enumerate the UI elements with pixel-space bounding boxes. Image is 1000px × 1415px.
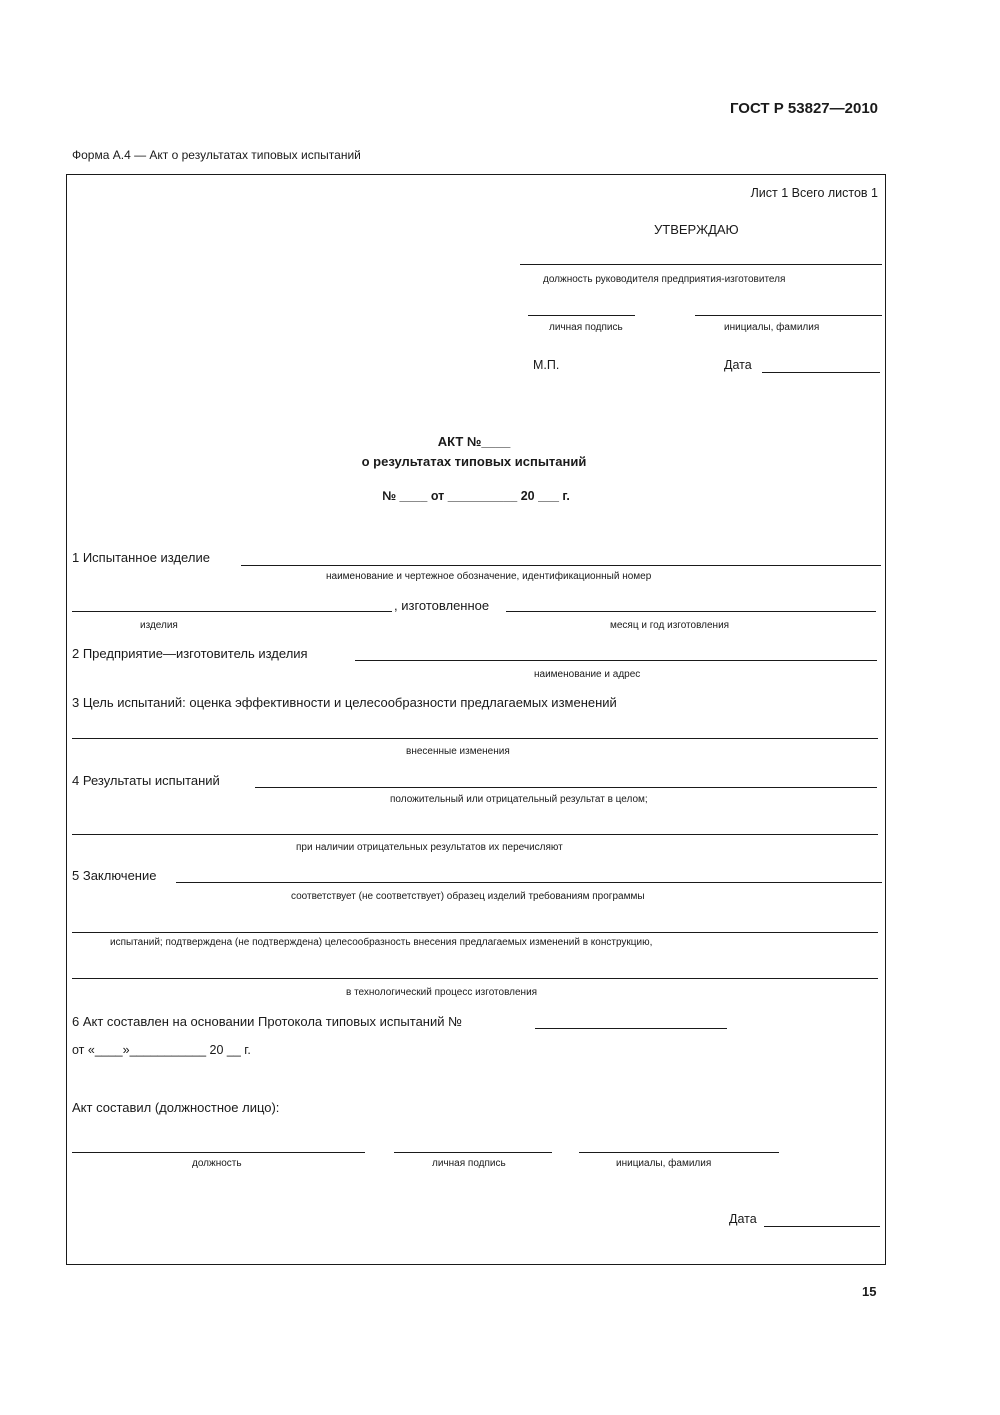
- approve-label: УТВЕРЖДАЮ: [654, 222, 739, 237]
- official-signature-line[interactable]: [394, 1152, 552, 1153]
- signoff-date-label: Дата: [729, 1212, 757, 1226]
- item3-line[interactable]: [72, 738, 878, 739]
- signoff-date-line[interactable]: [764, 1226, 880, 1227]
- item5-caption-2: испытаний; подтверждена (не подтверждена) целесообразность внесения предлагаемых изменений в конструкцию,: [110, 937, 653, 948]
- item2-line[interactable]: [355, 660, 877, 661]
- manager-initials-caption: инициалы, фамилия: [724, 322, 820, 333]
- item1-product-line-2[interactable]: [72, 611, 392, 612]
- item4-label: 4 Результаты испытаний: [72, 773, 220, 788]
- manager-position-line[interactable]: [520, 264, 882, 265]
- official-position-caption: должность: [192, 1158, 242, 1169]
- item3-caption: внесенные изменения: [406, 746, 510, 757]
- item1-month-line[interactable]: [506, 611, 876, 612]
- manager-signature-caption: личная подпись: [549, 322, 623, 333]
- item1-product-line[interactable]: [241, 565, 881, 566]
- item5-line[interactable]: [176, 882, 882, 883]
- item5-line-2[interactable]: [72, 932, 878, 933]
- official-initials-caption: инициалы, фамилия: [616, 1158, 712, 1169]
- item1-caption-product: изделия: [140, 620, 178, 631]
- item1-label: 1 Испытанное изделие: [72, 550, 210, 565]
- item2-caption: наименование и адрес: [534, 669, 641, 680]
- item4-caption-2: при наличии отрицательных результатов их перечисляют: [296, 842, 563, 853]
- item6-date: от «____»___________ 20 __ г.: [72, 1043, 251, 1057]
- item5-caption: соответствует (не соответствует) образец изделий требованиям программы: [291, 891, 645, 902]
- manager-position-caption: должность руководителя предприятия-изготовителя: [543, 274, 786, 285]
- act-subtitle: о результатах типовых испытаний: [361, 454, 587, 469]
- standard-number: ГОСТ Р 53827—2010: [729, 100, 878, 117]
- manager-initials-line[interactable]: [695, 315, 882, 316]
- item4-caption: положительный или отрицательный результат в целом;: [390, 794, 648, 805]
- item6-text: 6 Акт составлен на основании Протокола типовых испытаний №: [72, 1014, 463, 1029]
- form-title: Форма А.4 — Акт о результатах типовых испытаний: [72, 148, 361, 162]
- approval-date-label: Дата: [724, 358, 752, 372]
- page-number: 15: [862, 1284, 877, 1299]
- item1-caption: наименование и чертежное обозначение, идентификационный номер: [326, 571, 652, 582]
- item4-line[interactable]: [255, 787, 877, 788]
- seal-label: М.П.: [533, 358, 560, 372]
- item5-caption-3: в технологический процесс изготовления: [346, 987, 538, 998]
- official-initials-line[interactable]: [579, 1152, 779, 1153]
- item5-line-3[interactable]: [72, 978, 878, 979]
- official-position-line[interactable]: [72, 1152, 365, 1153]
- approval-date-line[interactable]: [762, 372, 880, 373]
- item6-protocol-line[interactable]: [535, 1028, 727, 1029]
- compiled-by-label: Акт составил (должностное лицо):: [72, 1100, 280, 1115]
- item3-text: 3 Цель испытаний: оценка эффективности и целесообразности предлагаемых изменений: [72, 695, 617, 710]
- item2-label: 2 Предприятие—изготовитель изделия: [72, 646, 308, 661]
- item1-caption-month: месяц и год изготовления: [610, 620, 730, 631]
- item4-line-2[interactable]: [72, 834, 878, 835]
- item5-label: 5 Заключение: [72, 868, 157, 883]
- sheet-count: Лист 1 Всего листов 1: [750, 186, 878, 200]
- manager-signature-line[interactable]: [528, 315, 635, 316]
- official-signature-caption: личная подпись: [432, 1158, 506, 1169]
- item1-made-label: , изготовленное: [394, 598, 490, 613]
- act-title: АКТ №____: [437, 434, 511, 449]
- act-number-date: № ____ от __________ 20 ___ г.: [382, 489, 570, 503]
